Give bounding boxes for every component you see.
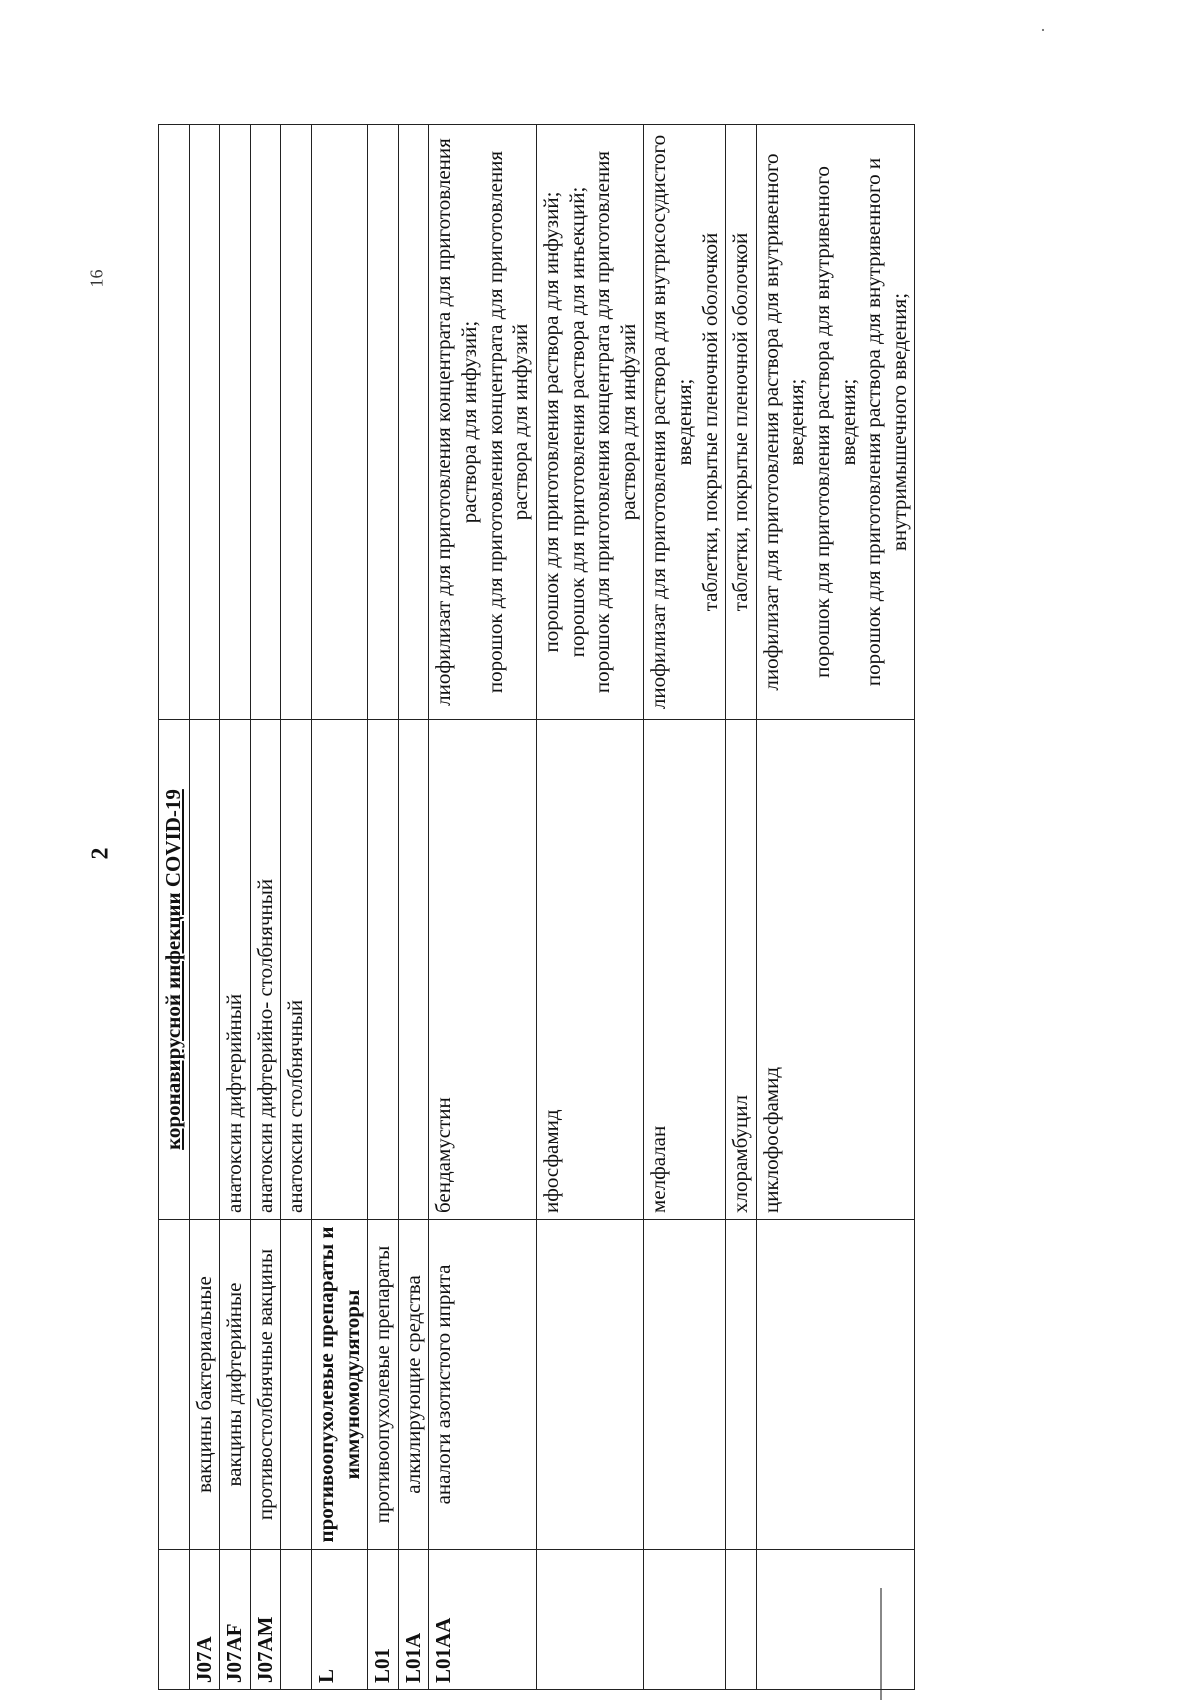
table-row <box>312 125 368 1690</box>
drug-name-cell <box>368 720 399 1220</box>
dosage-form-item: порошок для приготовления концентрата для приготовления раствора для инфузий <box>590 150 640 694</box>
group-cell: вакцины дифтерийные <box>220 1220 251 1550</box>
atc-code-cell <box>159 1550 190 1690</box>
document-page <box>158 125 1073 1690</box>
drug-name-cell: хлорамбуцил <box>726 720 757 1220</box>
atc-code-cell: J07AF <box>220 1550 251 1690</box>
atc-code-cell <box>644 1550 726 1690</box>
dosage-form-item: лиофилизат для приготовления концентрата для приготовления раствора для инфузий; <box>431 138 482 706</box>
table-row <box>398 125 429 1690</box>
group-cell <box>644 1220 726 1550</box>
dosage-form-cell <box>312 125 368 720</box>
drug-table-body <box>159 125 915 1690</box>
drug-name-cell <box>159 720 190 1220</box>
dosage-form-cell <box>398 125 429 720</box>
group-cell <box>726 1220 757 1550</box>
dosage-form-item: таблетки, покрытые пленочной оболочкой <box>697 232 722 612</box>
group-cell <box>159 1220 190 1550</box>
dosage-form-item: таблетки, покрытые пленочной оболочкой <box>728 232 753 612</box>
dosage-form-cell <box>189 125 220 720</box>
group-cell: вакцины бактериальные <box>189 1220 220 1550</box>
table-row <box>536 125 643 1690</box>
table-row <box>368 125 399 1690</box>
table-row <box>159 125 190 1690</box>
dosage-form-item: порошок для приготовления раствора для инфузий; <box>538 191 563 653</box>
table-row <box>250 125 281 1690</box>
dosage-form-cell <box>220 125 251 720</box>
atc-code-cell: L <box>312 1550 368 1690</box>
atc-code-cell <box>756 1550 915 1690</box>
drug-name-cell: анатоксин столбнячный <box>281 720 312 1220</box>
atc-code-cell: J07A <box>189 1550 220 1690</box>
dosage-form-cell <box>250 125 281 720</box>
dosage-form-item: лиофилизат для приготовления раствора для внутривенного введения; <box>758 153 809 691</box>
group-cell: противоопухолевые препараты и иммуномодуляторы <box>312 1220 368 1550</box>
atc-code-cell: L01A <box>398 1550 429 1690</box>
table-row <box>281 125 312 1690</box>
dosage-form-item: порошок для приготовления раствора для внутривенного и внутримышечного введения; <box>861 157 911 687</box>
corner-mark: · <box>1040 20 1046 40</box>
dosage-form-cell <box>368 125 399 720</box>
drug-name-cell: бендамустин <box>429 720 536 1220</box>
group-cell <box>756 1220 915 1550</box>
dosage-form-cell <box>726 125 757 720</box>
atc-code-cell <box>281 1550 312 1690</box>
dosage-form-cell <box>536 125 643 720</box>
atc-code-cell: L01AA <box>429 1550 536 1690</box>
dosage-form-item: порошок для приготовления концентрата для приготовления раствора для инфузий <box>482 150 533 694</box>
group-cell: алкилирующие средства <box>398 1220 429 1550</box>
dosage-form-item: порошок для приготовления раствора для инъекций; <box>564 186 589 658</box>
atc-code-cell: J07AM <box>250 1550 281 1690</box>
drug-name-cell: анатоксин дифтерийный <box>220 720 251 1220</box>
page-number: 2 <box>87 847 114 860</box>
group-cell: противоопухолевые препараты <box>368 1220 399 1550</box>
rotated-table-container <box>158 125 1073 1690</box>
drug-name-cell: анатоксин дифтерийно- столбнячный <box>250 720 281 1220</box>
dosage-form-cell <box>644 125 726 720</box>
dosage-form-item: лиофилизат для приготовления раствора для внутрисосудистого введения; <box>646 134 696 710</box>
atc-code-cell <box>536 1550 643 1690</box>
drug-name-cell: ифосфамид <box>536 720 643 1220</box>
dosage-form-cell <box>159 125 190 720</box>
table-row <box>644 125 726 1690</box>
table-row <box>756 125 915 1690</box>
drug-name-cell <box>189 720 220 1220</box>
page-mark: 16 <box>86 269 107 288</box>
group-cell <box>281 1220 312 1550</box>
drug-name-cell <box>398 720 429 1220</box>
table-row <box>726 125 757 1690</box>
dosage-form-item: порошок для приготовления раствора для внутривенного введения; <box>810 166 860 678</box>
drug-name-cell <box>312 720 368 1220</box>
drug-name-cell: мелфалан <box>644 720 726 1220</box>
atc-code-cell <box>726 1550 757 1690</box>
drug-name-cell: циклофосфамид <box>756 720 915 1220</box>
group-cell: противостолбнячные вакцины <box>250 1220 281 1550</box>
group-cell: аналоги азотистого иприта <box>429 1220 536 1550</box>
table-row <box>429 125 536 1690</box>
drug-table <box>158 124 915 1690</box>
drug-name-text: коронавирусной инфекции COVID-19 <box>161 789 185 1150</box>
dosage-form-cell <box>429 125 536 720</box>
table-row <box>189 125 220 1690</box>
dosage-form-cell <box>281 125 312 720</box>
dosage-form-cell <box>756 125 915 720</box>
table-row <box>220 125 251 1690</box>
group-cell <box>536 1220 643 1550</box>
atc-code-cell: L01 <box>368 1550 399 1690</box>
